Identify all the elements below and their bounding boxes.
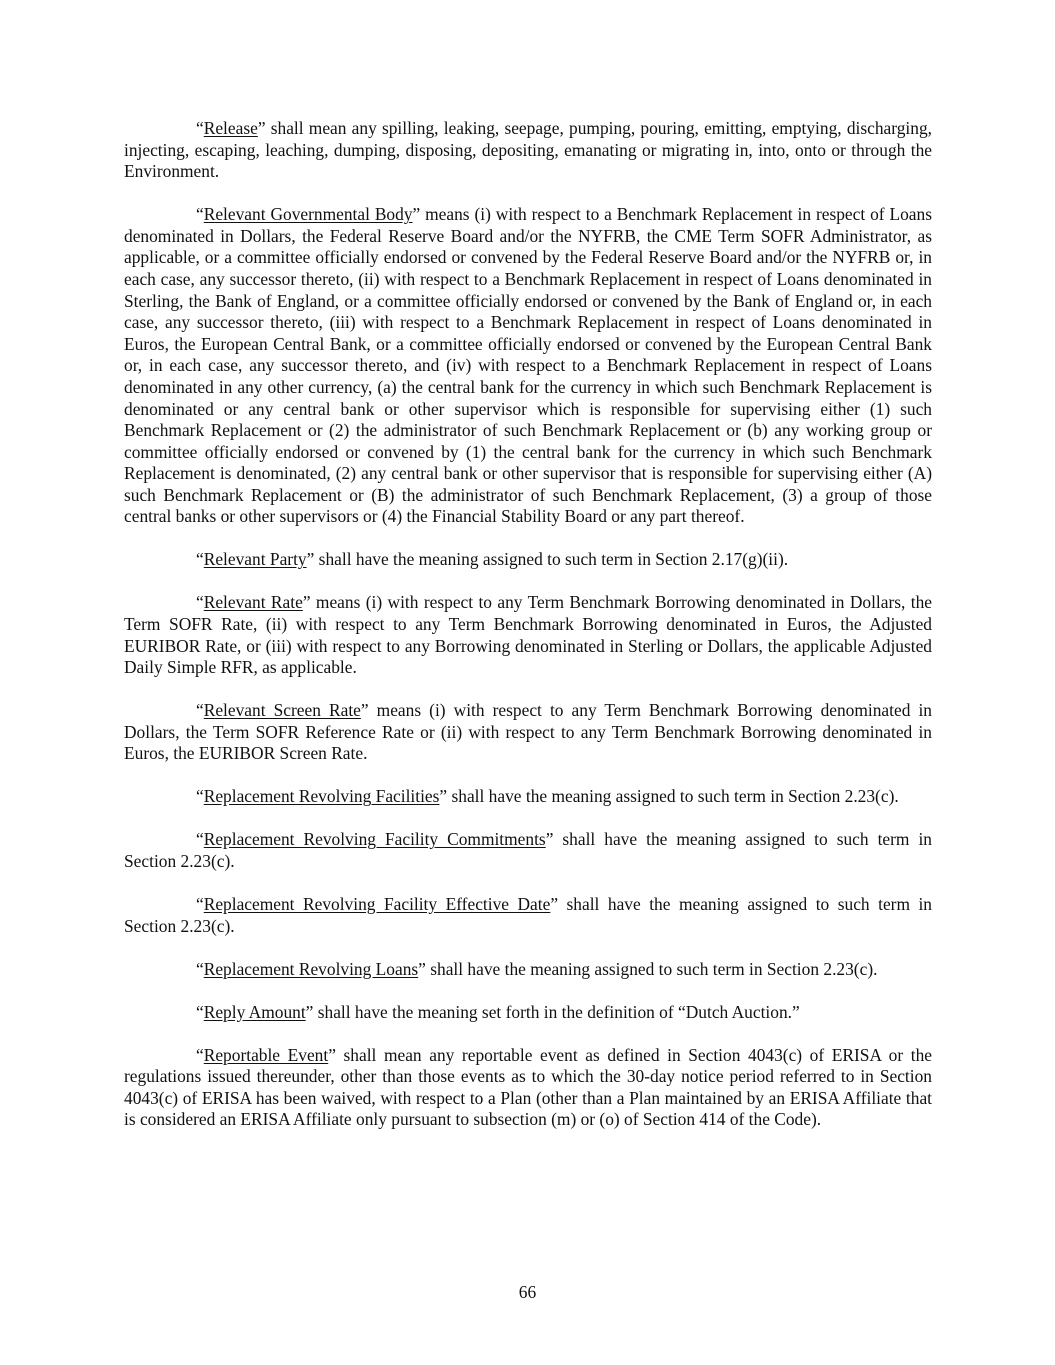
definition-text: ” shall mean any reportable event as defined in Section 4043(c) of ERISA or the regulations issued thereunder, other than those events as to which the 30-day notice period referred to in Section 4043(c) of ERISA has been waived, with respect to a Plan (other than a Plan maintained by an ERISA Affiliate that is considered an ERISA Affiliate only pursuant to subsection (m) or (o) of Section 414 of the Code).: [124, 1044, 932, 1130]
defined-term: Replacement Revolving Facility Effective Date: [203, 893, 551, 914]
defined-term: Relevant Screen Rate: [203, 700, 361, 721]
definition-paragraph: [124, 592, 932, 678]
page-number: 66: [518, 1282, 537, 1302]
definition-open-quote: “: [196, 1001, 204, 1022]
definition-text: ” means (i) with respect to any Term Benchmark Borrowing denominated in Dollars, the Term SOFR Rate, (ii) with respect to any Term Benchmark Borrowing denominated in Euros, the Adjusted EURIBOR Rate, or (iii) with respect to any Borrowing denominated in Sterling or Dollars, the applicable Adjusted Daily Simple RFR, as applicable.: [124, 592, 932, 678]
definition-open-quote: “: [196, 592, 204, 613]
definition-paragraph: [124, 1002, 932, 1024]
definition-paragraph: [124, 959, 932, 981]
definition-open-quote: “: [196, 958, 204, 979]
definition-text: ” shall have the meaning assigned to such term in Section 2.23(c).: [439, 786, 899, 807]
defined-term: Relevant Governmental Body: [203, 204, 413, 225]
definition-paragraph: [124, 118, 932, 183]
definition-text: ” shall have the meaning assigned to such term in Section 2.23(c).: [124, 829, 932, 871]
definition-open-quote: “: [196, 549, 204, 570]
definition-paragraph: [124, 1045, 932, 1131]
definition-paragraph: [124, 700, 932, 765]
definition-open-quote: “: [196, 893, 204, 914]
defined-term: Reply Amount: [203, 1001, 306, 1022]
definition-open-quote: “: [196, 700, 204, 721]
defined-term: Replacement Revolving Facilities: [203, 786, 440, 807]
defined-term: Reportable Event: [203, 1044, 329, 1065]
definition-paragraph: [124, 204, 932, 528]
definition-text: ” means (i) with respect to a Benchmark Replacement in respect of Loans denominated in Dollars, the Federal Reserve Board and/or the NYFRB, the CME Term SOFR Administrator, as applicable, or a committee officially endorsed or convened by the Federal Reserve Board and/or the NYFRB or, in each case, any successor thereto, (ii) with respect to a Benchmark Replacement in respect of Loans denominated in Sterling, the Bank of England, or a committee officially endorsed or convened by the Bank of England or, in each case, any successor thereto, (iii) with respect to a Benchmark Replacement in respect of Loans denominated in Euros, the European Central Bank, or a committee officially endorsed or convened by the European Central Bank or, in each case, any successor thereto, and (iv) with respect to a Benchmark Replacement in respect of Loans denominated in any other currency, (a) the central bank for the currency in which such Benchmark Replacement is denominated or any central bank or other supervisor which is responsible for supervising either (1) such Benchmark Replacement or (2) the administrator of such Benchmark Replacement or (b) any working group or committee officially endorsed or convened by (1) the central bank for the currency in which such Benchmark Replacement is denominated, (2) any central bank or other supervisor that is responsible for supervising either (A) such Benchmark Replacement or (B) the administrator of such Benchmark Replacement, (3) a group of those central banks or other supervisors or (4) the Financial Stability Board or any part thereof.: [124, 204, 932, 527]
definition-paragraph: [124, 549, 932, 571]
definition-text: ” shall have the meaning assigned to such term in Section 2.23(c).: [124, 893, 932, 936]
definition-text: ” shall have the meaning assigned to such term in Section 2.23(c).: [418, 958, 878, 979]
document-page: [124, 118, 932, 1152]
defined-term: Replacement Revolving Loans: [203, 958, 419, 979]
defined-term: Relevant Party: [203, 549, 307, 570]
definition-open-quote: “: [196, 118, 204, 138]
definition-text: ” means (i) with respect to any Term Benchmark Borrowing denominated in Dollars, the Term SOFR Reference Rate or (ii) with respect to any Term Benchmark Borrowing denominated in Euros, the EURIBOR Screen Rate.: [124, 700, 932, 764]
definition-text: ” shall have the meaning set forth in the definition of “Dutch Auction.”: [305, 1001, 800, 1022]
definition-open-quote: “: [196, 1044, 204, 1065]
defined-term: Replacement Revolving Facility Commitments: [203, 829, 546, 850]
definition-text: ” shall have the meaning assigned to such term in Section 2.17(g)(ii).: [306, 549, 789, 570]
definition-paragraph: [124, 829, 932, 872]
definition-paragraph: [124, 894, 932, 937]
definition-open-quote: “: [196, 786, 204, 807]
definition-text: ” shall mean any spilling, leaking, seepage, pumping, pouring, emitting, emptying, discharging, injecting, escaping, leaching, dumping, disposing, depositing, emanating or migrating in, into, onto or through the Environment.: [124, 118, 932, 182]
defined-term: Relevant Rate: [203, 592, 303, 613]
definition-open-quote: “: [196, 204, 204, 225]
defined-term: Release: [203, 118, 258, 138]
definition-paragraph: [124, 786, 932, 808]
definition-open-quote: “: [196, 829, 204, 850]
